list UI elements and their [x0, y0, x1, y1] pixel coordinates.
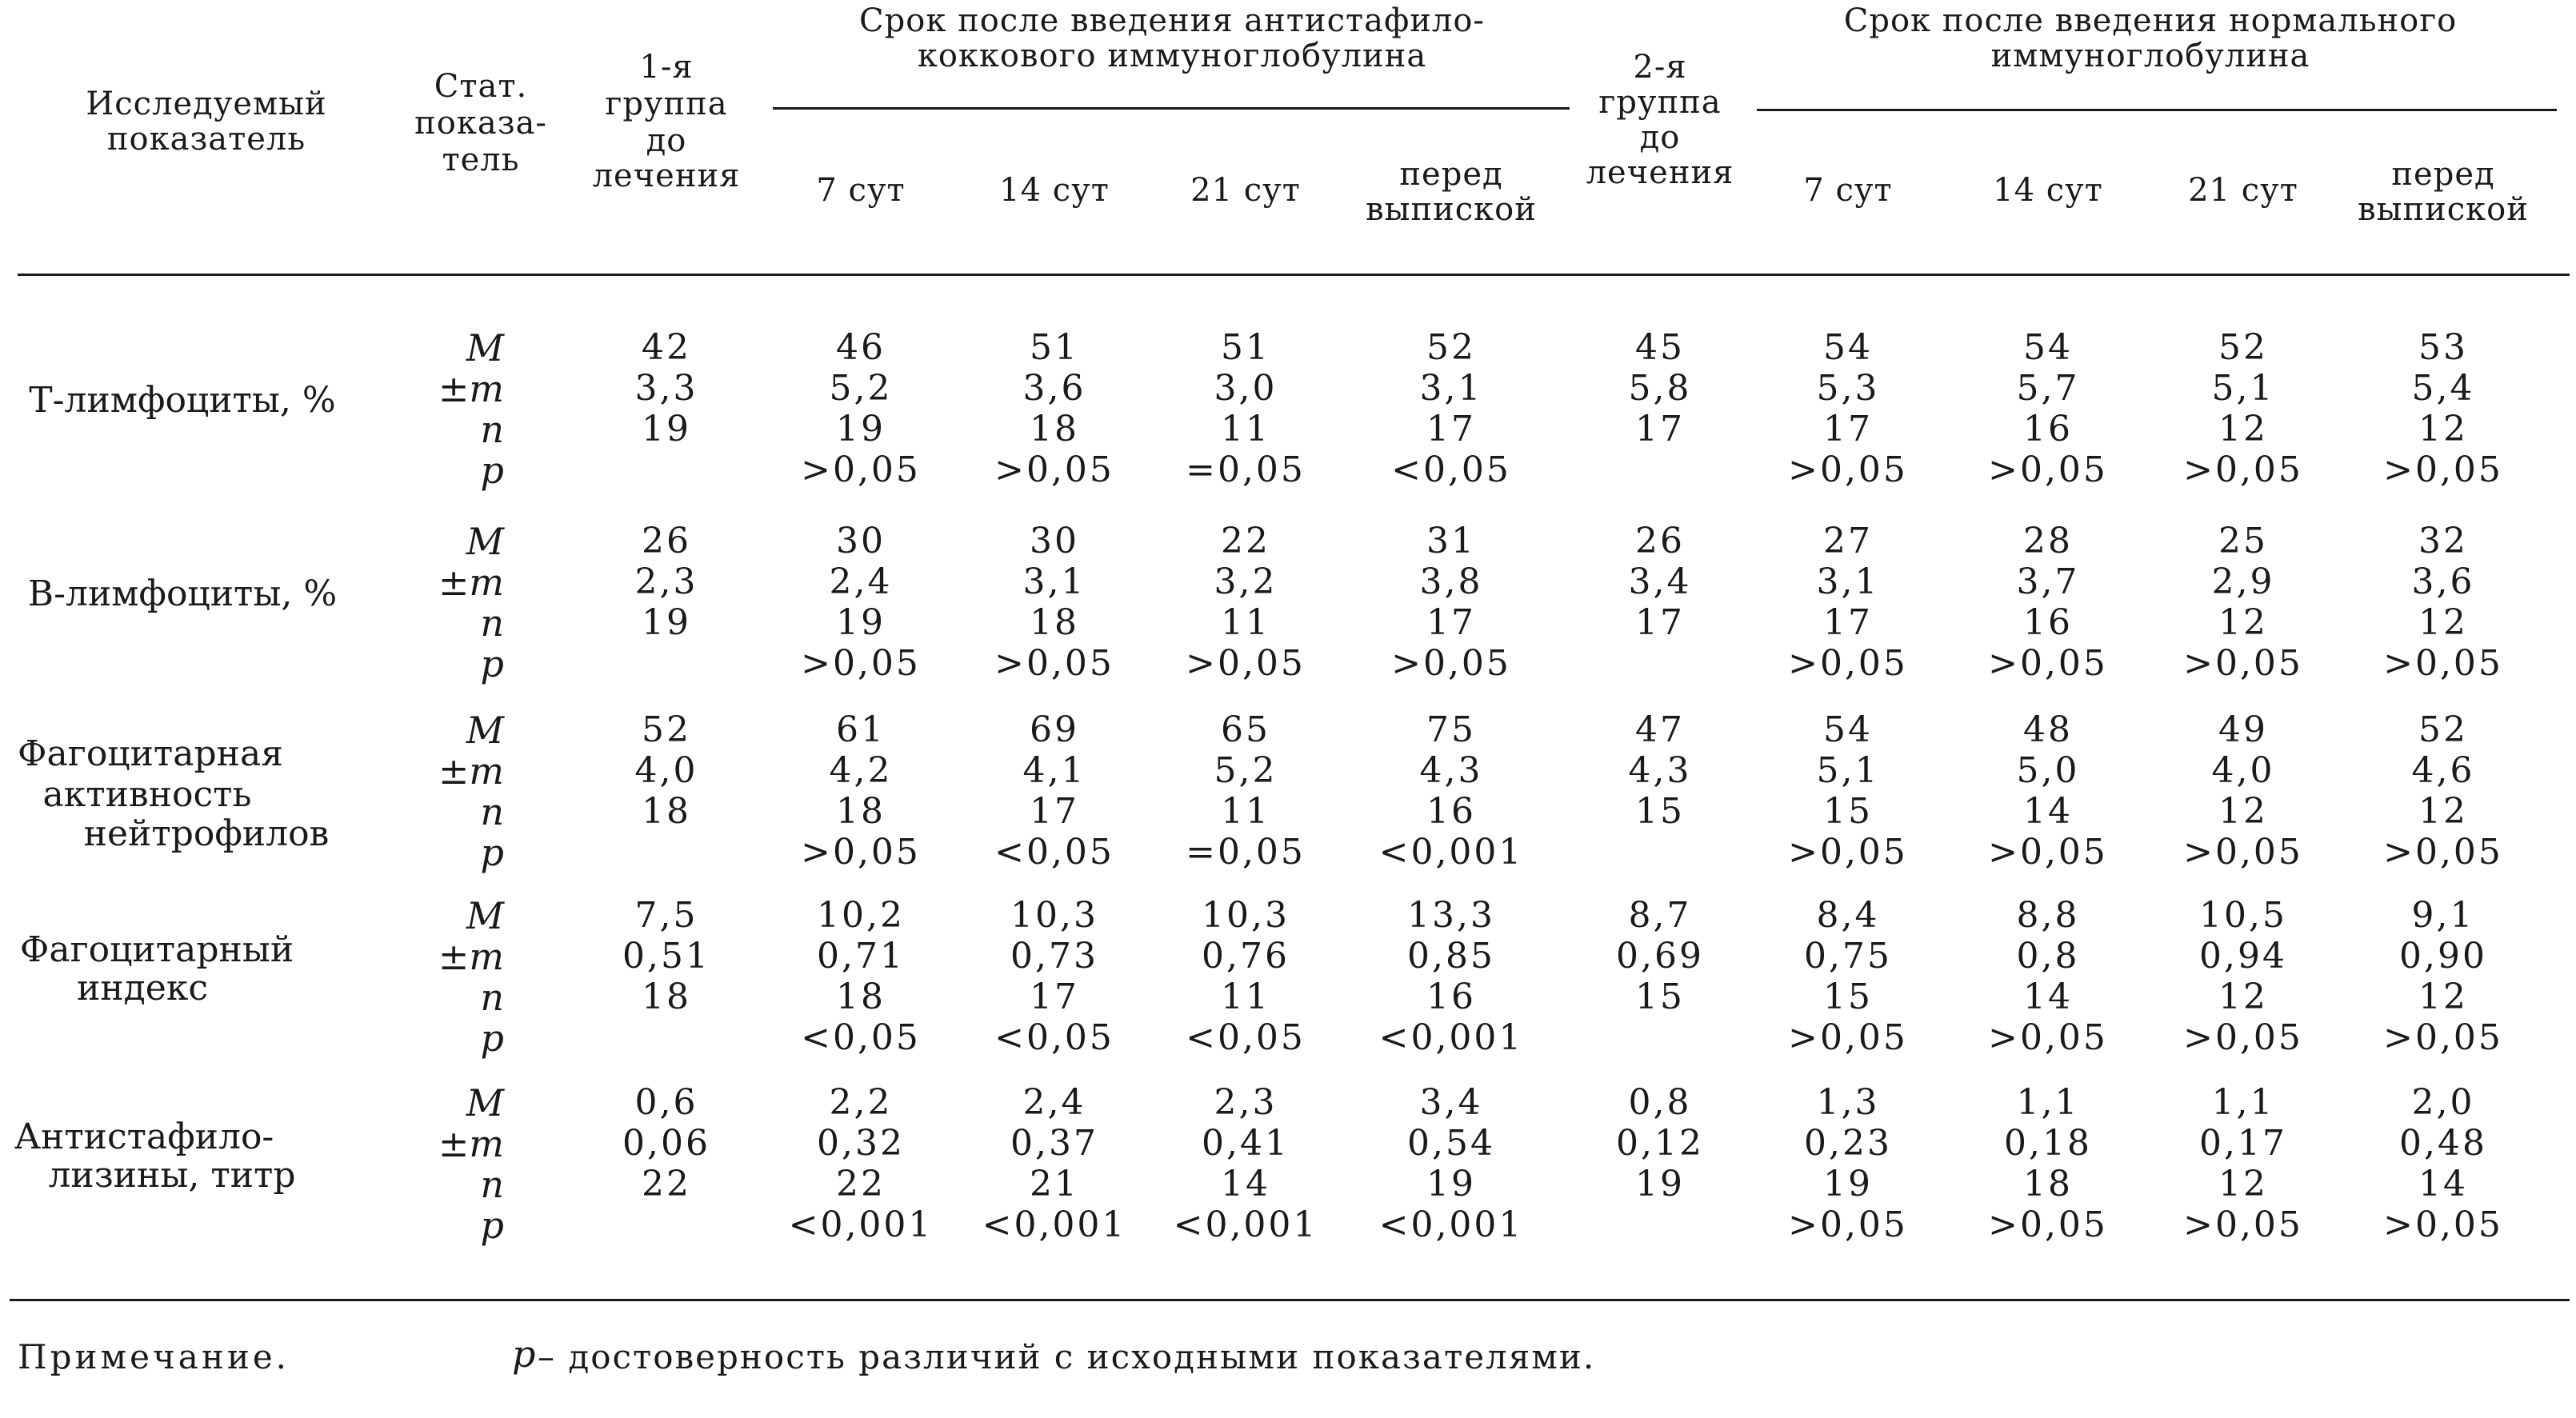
cell-count: 12	[2218, 1164, 2268, 1204]
cell-count: 14	[2418, 1164, 2468, 1204]
cell-mean: 52	[2418, 709, 2468, 750]
cell-mean: 10,3	[1202, 895, 1290, 936]
cell-pvalue: >0,05	[2183, 449, 2303, 490]
stat-label-pvalue: p	[480, 1204, 504, 1247]
row-label: Фагоцитарная	[18, 733, 283, 775]
cell-mean: 54	[1823, 709, 1873, 750]
cell-sem: 0,17	[2199, 1123, 2287, 1164]
header-param-line-2: показатель	[106, 121, 306, 158]
cell-pvalue: >0,05	[801, 449, 921, 490]
stat-label-mean: M	[466, 326, 504, 369]
header-group2-line-1: 2-я	[1633, 49, 1687, 86]
row-label: Т-лимфоциты, %	[29, 379, 336, 421]
header-group2-line-4: лечения	[1586, 154, 1734, 191]
cell-mean: 13,3	[1407, 895, 1495, 936]
cell-count: 12	[2418, 977, 2468, 1017]
cell-sem: 3,7	[2016, 561, 2080, 602]
cell-mean: 30	[1030, 521, 1079, 561]
cell-count: 19	[836, 409, 886, 449]
header-anti-title-line-1: Срок после введения антистафило-	[859, 2, 1485, 39]
cell-pvalue: >0,05	[1391, 643, 1511, 684]
cell-pvalue: >0,05	[994, 449, 1114, 490]
cell-pvalue: >0,05	[1788, 1204, 1908, 1245]
stat-label-sem: ±m	[438, 749, 504, 793]
cell-sem: 3,3	[634, 368, 698, 409]
cell-sem: 0,06	[622, 1123, 710, 1164]
row-label: лизины, титр	[48, 1155, 296, 1196]
header-anti-period-14: 14 сут	[999, 172, 1110, 209]
cell-sem: 5,1	[1816, 750, 1880, 791]
stat-label-count: n	[480, 601, 504, 645]
header-group1-line-2: группа	[605, 86, 728, 122]
cell-pvalue: <0,05	[994, 832, 1114, 873]
cell-sem: 4,2	[829, 750, 893, 791]
cell-count: 12	[2218, 602, 2268, 643]
cell-mean: 10,2	[817, 895, 905, 936]
cell-sem: 0,75	[1804, 936, 1892, 977]
cell-pvalue: >0,05	[1788, 449, 1908, 490]
cell-count: 12	[2218, 791, 2268, 832]
cell-sem: 0,71	[817, 936, 905, 977]
cell-count: 21	[1030, 1164, 1079, 1204]
row-label: Антистафило-	[14, 1116, 274, 1157]
header-norm-title-line-2: иммуноглобулина	[1990, 38, 2310, 74]
cell-pvalue: >0,05	[2183, 643, 2303, 684]
cell-sem: 0,48	[2399, 1123, 2487, 1164]
cell-pvalue: >0,05	[1788, 1017, 1908, 1058]
cell-sem: 4,1	[1022, 750, 1086, 791]
cell-sem: 5,4	[2411, 368, 2475, 409]
cell-count: 15	[1635, 977, 1685, 1017]
cell-count: 17	[1426, 602, 1476, 643]
cell-pvalue: >0,05	[1988, 1204, 2108, 1245]
cell-count: 12	[2418, 602, 2468, 643]
cell-sem: 5,2	[1214, 750, 1278, 791]
cell-mean: 8,8	[2016, 895, 2080, 936]
cell-count: 18	[642, 791, 691, 832]
cell-pvalue: =0,05	[1186, 449, 1306, 490]
header-norm-span-rule	[1757, 109, 2557, 111]
cell-sem: 3,0	[1214, 368, 1278, 409]
cell-pvalue: >0,05	[801, 832, 921, 873]
header-group2-line-3: до	[1639, 119, 1681, 156]
stat-label-pvalue: p	[480, 449, 504, 492]
cell-pvalue: >0,05	[1988, 832, 2108, 873]
cell-mean: 1,1	[2016, 1082, 2080, 1123]
cell-count: 17	[1426, 409, 1476, 449]
cell-count: 18	[1030, 409, 1079, 449]
cell-mean: 75	[1426, 709, 1476, 750]
cell-sem: 2,3	[634, 561, 698, 602]
cell-count: 19	[836, 602, 886, 643]
cell-mean: 46	[836, 327, 886, 368]
table-bottom-rule	[10, 1299, 2570, 1301]
cell-mean: 8,4	[1816, 895, 1880, 936]
cell-mean: 2,3	[1214, 1082, 1278, 1123]
cell-sem: 3,2	[1214, 561, 1278, 602]
cell-sem: 4,3	[1419, 750, 1483, 791]
header-anti-period-discharge-2: выпиской	[1366, 191, 1537, 228]
cell-count: 18	[2023, 1164, 2073, 1204]
header-anti-period-7: 7 сут	[816, 172, 906, 209]
header-bottom-rule	[18, 274, 2570, 276]
cell-sem: 0,54	[1407, 1123, 1495, 1164]
cell-pvalue: >0,05	[994, 643, 1114, 684]
cell-count: 14	[2023, 977, 2073, 1017]
stat-label-sem: ±m	[438, 1122, 504, 1165]
header-group2-line-2: группа	[1598, 84, 1722, 121]
cell-mean: 27	[1823, 521, 1873, 561]
cell-sem: 2,4	[829, 561, 893, 602]
cell-mean: 52	[1426, 327, 1476, 368]
cell-pvalue: >0,05	[1988, 643, 2108, 684]
cell-sem: 5,2	[829, 368, 893, 409]
cell-count: 18	[1030, 602, 1079, 643]
cell-pvalue: <0,05	[1391, 449, 1511, 490]
stat-label-count: n	[480, 1163, 504, 1206]
cell-count: 17	[1030, 977, 1079, 1017]
cell-pvalue: <0,05	[801, 1017, 921, 1058]
cell-mean: 31	[1426, 521, 1476, 561]
cell-mean: 0,8	[1628, 1082, 1692, 1123]
header-stat-line-3: тель	[442, 142, 520, 178]
cell-count: 15	[1823, 977, 1873, 1017]
cell-mean: 10,5	[2199, 895, 2287, 936]
cell-count: 18	[642, 977, 691, 1017]
stat-label-sem: ±m	[438, 367, 504, 410]
header-stat-line-1: Стат.	[434, 68, 528, 105]
cell-mean: 30	[836, 521, 886, 561]
cell-count: 14	[2023, 791, 2073, 832]
footnote-symbol: p	[512, 1332, 536, 1376]
cell-mean: 25	[2218, 521, 2268, 561]
header-norm-period-7: 7 сут	[1803, 172, 1893, 209]
cell-sem: 2,9	[2211, 561, 2275, 602]
cell-pvalue: >0,05	[1988, 449, 2108, 490]
cell-count: 11	[1221, 409, 1270, 449]
cell-mean: 54	[2023, 327, 2073, 368]
cell-sem: 3,1	[1419, 368, 1483, 409]
cell-mean: 47	[1635, 709, 1685, 750]
cell-pvalue: <0,001	[1378, 1017, 1524, 1058]
cell-pvalue: >0,05	[2183, 832, 2303, 873]
stat-label-count: n	[480, 790, 504, 833]
cell-sem: 0,73	[1010, 936, 1098, 977]
cell-sem: 4,3	[1628, 750, 1692, 791]
cell-sem: 0,32	[817, 1123, 905, 1164]
stat-label-sem: ±m	[438, 935, 504, 978]
cell-sem: 0,90	[2399, 936, 2487, 977]
cell-sem: 0,23	[1804, 1123, 1892, 1164]
cell-count: 22	[642, 1164, 691, 1204]
cell-mean: 10,3	[1010, 895, 1098, 936]
stat-label-mean: M	[466, 1081, 504, 1124]
cell-sem: 5,8	[1628, 368, 1692, 409]
cell-mean: 61	[836, 709, 886, 750]
cell-mean: 2,0	[2411, 1082, 2475, 1123]
stat-label-count: n	[480, 976, 504, 1019]
cell-sem: 0,85	[1407, 936, 1495, 977]
cell-count: 12	[2218, 409, 2268, 449]
header-norm-title-line-1: Срок после введения нормального	[1843, 2, 2458, 39]
cell-mean: 52	[642, 709, 691, 750]
cell-mean: 28	[2023, 521, 2073, 561]
cell-count: 12	[2418, 791, 2468, 832]
cell-sem: 0,12	[1616, 1123, 1704, 1164]
stat-label-count: n	[480, 408, 504, 451]
cell-pvalue: >0,05	[2383, 832, 2503, 873]
cell-mean: 54	[1823, 327, 1873, 368]
cell-mean: 26	[642, 521, 691, 561]
cell-count: 19	[1823, 1164, 1873, 1204]
cell-count: 19	[1635, 1164, 1685, 1204]
cell-mean: 0,6	[634, 1082, 698, 1123]
cell-mean: 49	[2218, 709, 2268, 750]
header-group1-line-4: лечения	[592, 158, 741, 194]
cell-count: 16	[1426, 791, 1476, 832]
cell-sem: 0,76	[1202, 936, 1290, 977]
header-anti-title-line-2: коккового иммуноглобулина	[917, 38, 1427, 74]
cell-mean: 51	[1030, 327, 1079, 368]
cell-sem: 5,3	[1816, 368, 1880, 409]
cell-count: 19	[1426, 1164, 1476, 1204]
cell-count: 15	[1823, 791, 1873, 832]
cell-count: 22	[836, 1164, 886, 1204]
cell-mean: 7,5	[634, 895, 698, 936]
cell-count: 11	[1221, 602, 1270, 643]
row-label: индекс	[77, 968, 208, 1009]
header-norm-period-21: 21 сут	[2188, 172, 2298, 209]
cell-count: 16	[1426, 977, 1476, 1017]
cell-pvalue: >0,05	[2383, 1204, 2503, 1245]
cell-count: 18	[836, 977, 886, 1017]
cell-pvalue: <0,001	[982, 1204, 1127, 1245]
cell-mean: 65	[1221, 709, 1270, 750]
cell-mean: 3,4	[1419, 1082, 1483, 1123]
cell-pvalue: >0,05	[1788, 832, 1908, 873]
row-label: В-лимфоциты, %	[27, 573, 338, 614]
cell-pvalue: >0,05	[1788, 643, 1908, 684]
cell-sem: 5,7	[2016, 368, 2080, 409]
cell-pvalue: <0,05	[1186, 1017, 1306, 1058]
cell-sem: 3,8	[1419, 561, 1483, 602]
cell-mean: 45	[1635, 327, 1685, 368]
cell-count: 17	[1030, 791, 1079, 832]
cell-pvalue: >0,05	[2383, 1017, 2503, 1058]
header-anti-period-21: 21 сут	[1190, 172, 1301, 209]
cell-pvalue: >0,05	[801, 643, 921, 684]
cell-mean: 2,2	[829, 1082, 893, 1123]
cell-sem: 3,1	[1816, 561, 1880, 602]
cell-pvalue: >0,05	[2383, 643, 2503, 684]
cell-count: 19	[642, 602, 691, 643]
header-anti-span-rule	[773, 107, 1570, 110]
cell-pvalue: <0,001	[788, 1204, 934, 1245]
cell-pvalue: >0,05	[2183, 1017, 2303, 1058]
cell-pvalue: <0,001	[1378, 832, 1524, 873]
cell-pvalue: =0,05	[1186, 832, 1306, 873]
cell-count: 16	[2023, 409, 2073, 449]
header-norm-period-14: 14 сут	[1993, 172, 2103, 209]
cell-mean: 1,3	[1816, 1082, 1880, 1123]
cell-count: 14	[1221, 1164, 1270, 1204]
row-label: Фагоцитарный	[19, 929, 294, 970]
cell-mean: 22	[1221, 521, 1270, 561]
cell-sem: 0,94	[2199, 936, 2287, 977]
cell-count: 17	[1823, 602, 1873, 643]
cell-pvalue: >0,05	[2383, 449, 2503, 490]
stat-label-mean: M	[466, 709, 504, 752]
header-param-line-1: Исследуемый	[86, 86, 327, 122]
cell-mean: 52	[2218, 327, 2268, 368]
header-group1-line-3: до	[646, 122, 687, 159]
cell-sem: 4,0	[2211, 750, 2275, 791]
cell-mean: 53	[2418, 327, 2468, 368]
header-norm-period-discharge-1: перед	[2391, 156, 2495, 193]
cell-count: 11	[1221, 791, 1270, 832]
cell-pvalue: >0,05	[2183, 1204, 2303, 1245]
cell-sem: 5,0	[2016, 750, 2080, 791]
cell-sem: 0,8	[2016, 936, 2080, 977]
cell-count: 11	[1221, 977, 1270, 1017]
row-label: активность	[42, 774, 252, 816]
cell-mean: 1,1	[2211, 1082, 2275, 1123]
cell-sem: 3,6	[1022, 368, 1086, 409]
cell-sem: 3,1	[1022, 561, 1086, 602]
cell-pvalue: <0,001	[1173, 1204, 1318, 1245]
cell-count: 15	[1635, 791, 1685, 832]
header-stat-line-2: показа-	[414, 105, 547, 142]
cell-sem: 3,6	[2411, 561, 2475, 602]
cell-pvalue: <0,001	[1378, 1204, 1524, 1245]
cell-pvalue: >0,05	[1186, 643, 1306, 684]
cell-sem: 0,18	[2004, 1123, 2092, 1164]
cell-mean: 42	[642, 327, 691, 368]
stat-label-pvalue: p	[480, 1017, 504, 1060]
cell-mean: 8,7	[1628, 895, 1692, 936]
cell-count: 17	[1823, 409, 1873, 449]
stat-label-mean: M	[466, 894, 504, 937]
cell-mean: 69	[1030, 709, 1079, 750]
stat-label-pvalue: p	[480, 642, 504, 685]
cell-sem: 4,6	[2411, 750, 2475, 791]
cell-mean: 9,1	[2411, 895, 2475, 936]
footnote-lead: Примечание.	[18, 1337, 290, 1376]
cell-mean: 48	[2023, 709, 2073, 750]
cell-count: 19	[642, 409, 691, 449]
cell-sem: 3,4	[1628, 561, 1692, 602]
cell-mean: 26	[1635, 521, 1685, 561]
cell-sem: 5,1	[2211, 368, 2275, 409]
cell-mean: 32	[2418, 521, 2468, 561]
row-label: нейтрофилов	[83, 813, 330, 854]
header-norm-period-discharge-2: выпиской	[2358, 191, 2529, 228]
cell-count: 12	[2418, 409, 2468, 449]
cell-pvalue: >0,05	[1988, 1017, 2108, 1058]
header-group1-line-1: 1-я	[639, 49, 694, 86]
cell-mean: 2,4	[1022, 1082, 1086, 1123]
cell-sem: 0,37	[1010, 1123, 1098, 1164]
cell-count: 18	[836, 791, 886, 832]
stat-label-pvalue: p	[480, 831, 504, 874]
stat-label-sem: ±m	[438, 561, 504, 604]
cell-count: 16	[2023, 602, 2073, 643]
cell-count: 17	[1635, 409, 1685, 449]
cell-count: 12	[2218, 977, 2268, 1017]
cell-sem: 0,51	[622, 936, 710, 977]
cell-sem: 0,41	[1202, 1123, 1290, 1164]
header-anti-period-discharge-1: перед	[1399, 156, 1503, 193]
cell-sem: 0,69	[1616, 936, 1704, 977]
cell-pvalue: <0,05	[994, 1017, 1114, 1058]
cell-count: 17	[1635, 602, 1685, 643]
cell-sem: 4,0	[634, 750, 698, 791]
stat-label-mean: M	[466, 520, 504, 563]
footnote-text: – достоверность различий с исходными показателями.	[538, 1337, 1596, 1376]
cell-mean: 51	[1221, 327, 1270, 368]
